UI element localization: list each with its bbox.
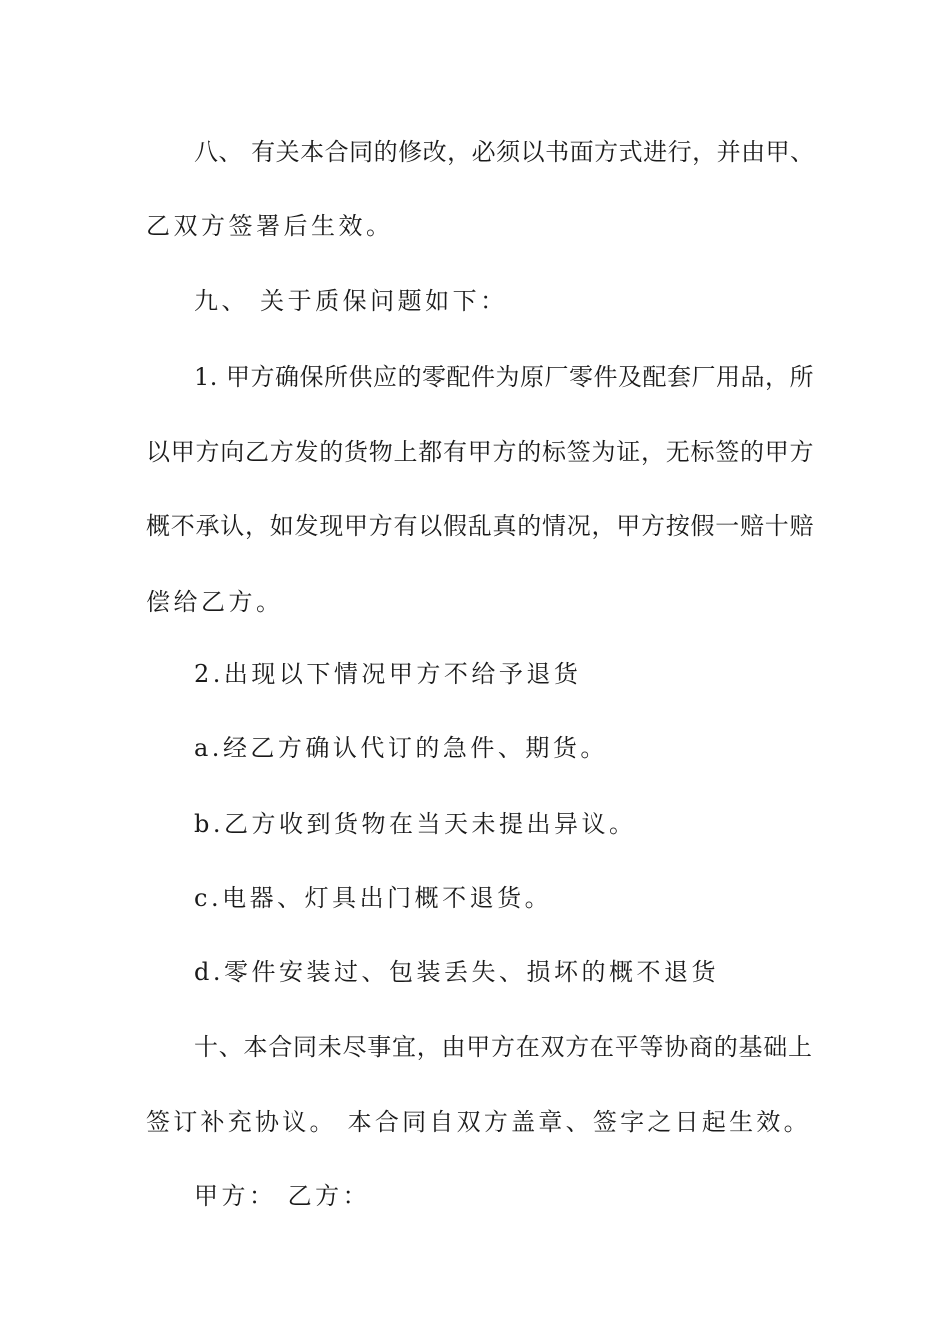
clause-9-heading: 九、 关于质保问题如下：	[194, 287, 508, 315]
item-2-b: b.乙方收到货物在当天未提出异议。	[194, 810, 637, 838]
signature-parties: 甲方： 乙方：	[194, 1182, 371, 1210]
item-2-d: d.零件安装过、包装丢失、损坏的概不退货	[194, 958, 719, 986]
item-1-line-1: 1. 甲方确保所供应的零配件为原厂零件及配套厂用品，所	[194, 363, 815, 391]
clause-8-line-1: 八、 有关本合同的修改，必须以书面方式进行，并由甲、	[194, 138, 815, 166]
clause-8-line-2: 乙双方签署后生效。	[146, 212, 394, 240]
item-1-line-4: 偿给乙方。	[146, 588, 284, 616]
item-1-line-3: 概不承认，如发现甲方有以假乱真的情况，甲方按假一赔十赔	[146, 512, 815, 540]
item-2-c: c.电器、灯具出门概不退货。	[194, 884, 553, 912]
item-2-a: a.经乙方确认代订的急件、期货。	[194, 734, 608, 762]
clause-10-line-2: 签订补充协议。 本合同自双方盖章、签字之日起生效。	[146, 1108, 811, 1136]
item-1-line-2: 以甲方向乙方发的货物上都有甲方的标签为证，无标签的甲方	[146, 438, 815, 466]
item-2-heading: 2.出现以下情况甲方不给予退货	[194, 660, 582, 688]
clause-10-line-1: 十、本合同未尽事宜，由甲方在双方在平等协商的基础上	[194, 1033, 813, 1061]
